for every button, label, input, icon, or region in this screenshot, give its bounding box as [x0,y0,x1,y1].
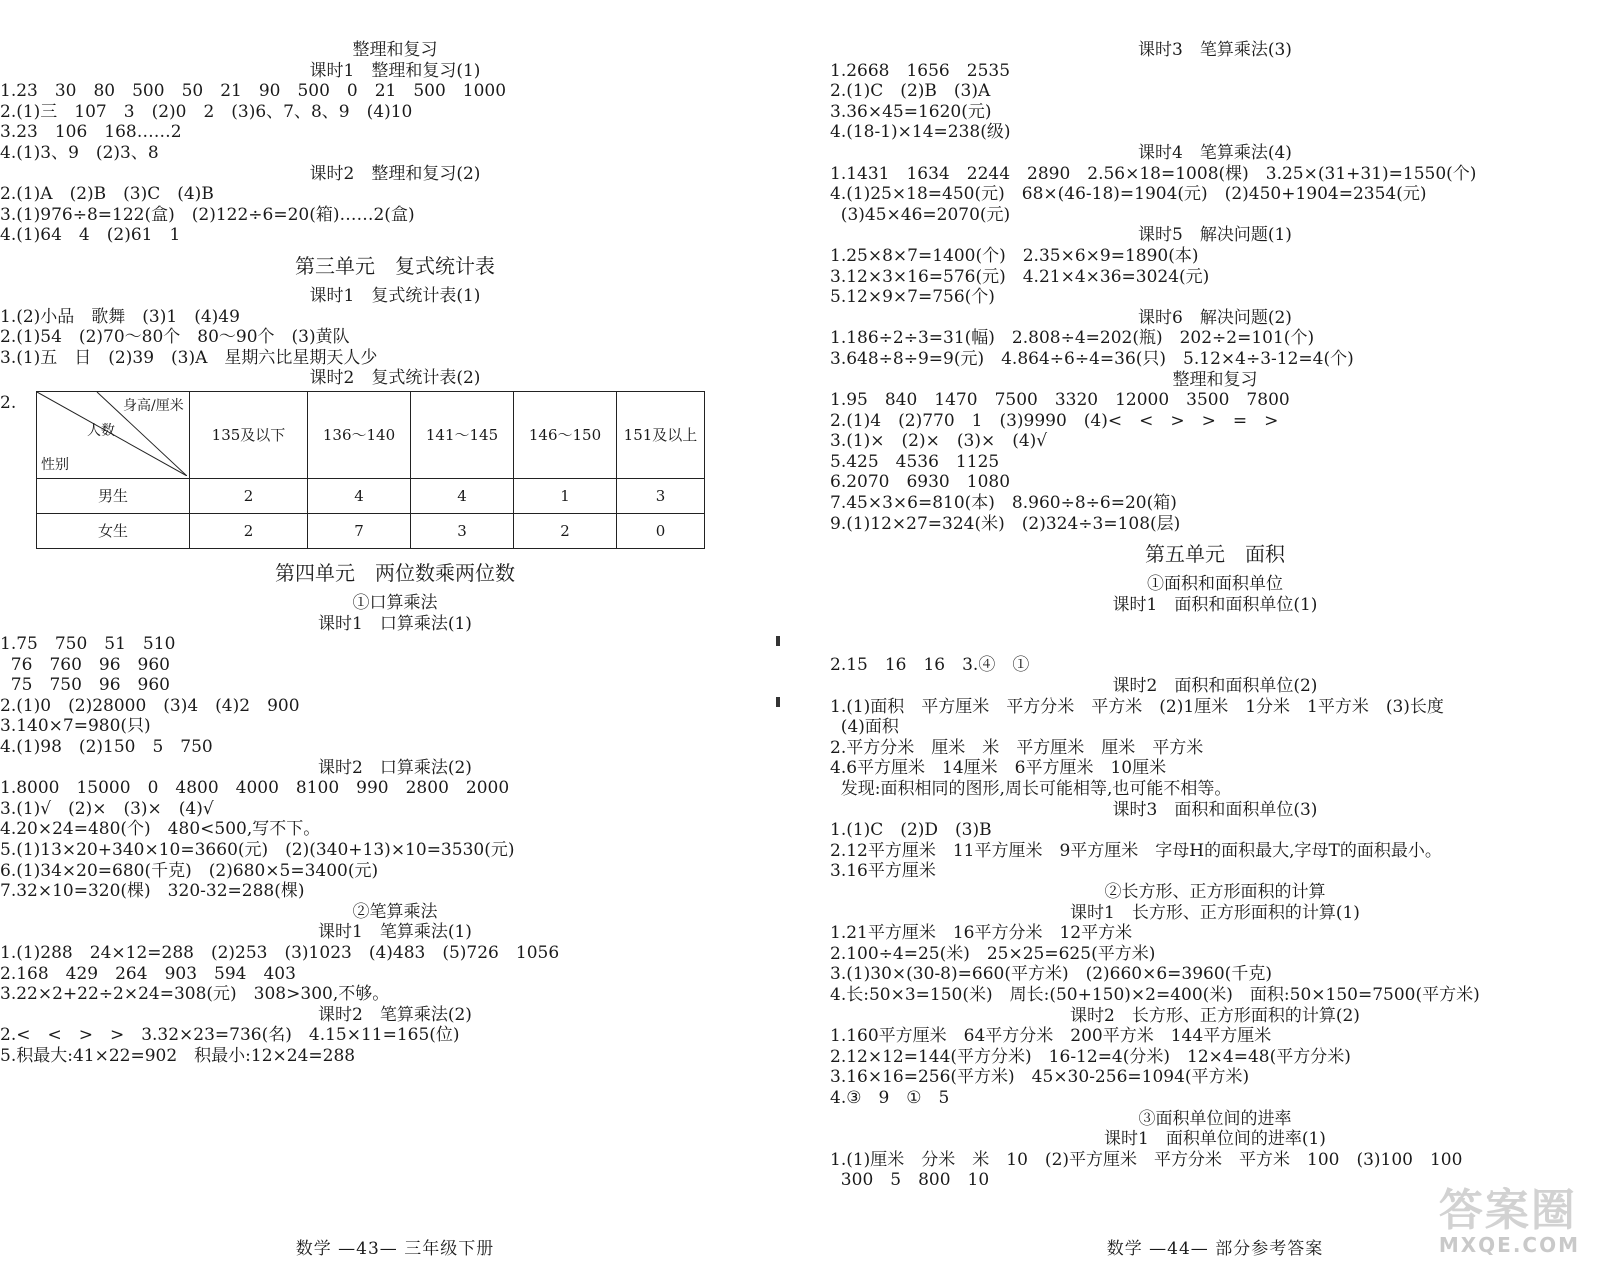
answer-line: 1.8000 15000 0 4800 4000 8100 990 2800 2000 [0,778,510,799]
answer-line: 2.12×12=144(平方分米) 16-12=4(分米) 12×4=48(平方分米) [830,1046,1351,1067]
section-heading: 课时4 笔算乘法(4) [1138,142,1292,163]
table-cell: 3 [617,478,705,513]
answer-line: 6.2070 6930 1080 [830,472,1011,493]
answer-line: (4)面积 [830,717,899,738]
answer-line: 1.75 750 51 510 [0,634,176,655]
answer-line: 2.(1)C (2)B (3)A [830,81,991,102]
left-page [0,0,790,1277]
corner-label: 人数 [87,422,115,439]
answer-line: 1.95 840 1470 7500 3320 12000 3500 7800 [830,390,1290,411]
answer-line: 1.21平方厘米 16平方分米 12平方米 [830,923,1133,944]
section-heading: 整理和复习 [352,40,438,60]
answer-line: 1.186÷2÷3=31(幅) 2.808÷4=202(瓶) 202÷2=101(个) [830,328,1315,349]
section-heading: 课时1 长方形、正方形面积的计算(1) [1070,902,1360,923]
height-stats-table [36,391,705,549]
stats-table-block [0,391,790,549]
answer-line: 1.1431 1634 2244 2890 2.56×18=1008(棵) 3.25×(31+31)=1550(个) [830,163,1477,184]
answer-line: 2.(1)54 (2)70～80个 80～90个 (3)黄队 [0,327,350,348]
corner-label: 身高/厘米 [123,397,184,414]
answer-line: 3.648÷8÷9=9(元) 4.864÷6÷4=36(只) 5.12×4÷3-12=4(个) [830,348,1354,369]
answer-line [830,615,1600,655]
answer-line: 6.(1)34×20=680(千克) (2)680×5=3400(元) [0,860,379,881]
table-row [37,513,705,548]
section-heading: 课时5 解决问题(1) [1138,225,1292,246]
column-header: 151及以上 [617,391,705,478]
table-cell: 0 [617,513,705,548]
answer-line: 3.(1)30×(30-8)=660(平方米) (2)660×6=3960(千克) [830,964,1272,985]
column-header: 146～150 [514,391,617,478]
answer-line: 4.(1)64 4 (2)61 1 [0,225,181,246]
left-answer-column [0,40,790,1067]
answer-line: 2.100÷4=25(米) 25×25=625(平方米) [830,943,1156,964]
section-heading: ③面积单位间的进率 [1138,1108,1292,1129]
answer-line: 4.(1)3、9 (2)3、8 [0,142,159,163]
section-heading: ①面积和面积单位 [1147,574,1283,595]
answer-line: 4.③ 9 ① 5 [830,1087,950,1108]
answer-line: 3.(1)√ (2)× (3)× (4)√ [0,798,214,819]
answer-line: 1.23 30 80 500 50 21 90 500 0 21 500 1000 [0,81,507,102]
section-heading: 课时3 笔算乘法(3) [1138,40,1292,60]
table-cell: 3 [411,513,514,548]
table-corner-header [37,391,190,478]
section-heading: 课时2 复式统计表(2) [309,368,481,389]
unit-title: 第三单元 复式统计表 [295,253,495,278]
answer-line: (3)45×46=2070(元) [830,204,1011,225]
answer-line: 1.(2)小品 歌舞 (3)1 (4)49 [0,306,240,327]
answer-line: 4.20×24=480(个) 480<500,写不下。 [0,819,321,840]
binding-mark-bottom [776,697,780,707]
section-heading: 课时2 长方形、正方形面积的计算(2) [1070,1005,1360,1026]
section-heading: 课时2 整理和复习(2) [309,163,481,184]
answer-line: 3.12×3×16=576(元) 4.21×4×36=3024(元) [830,266,1210,287]
answer-line: 76 760 96 960 [0,654,170,675]
answer-line: 5.积最大:41×22=902 积最小:12×24=288 [0,1045,356,1066]
right-page [830,0,1600,1277]
answer-line: 2.(1)三 107 3 (2)0 2 (3)6、7、8、9 (4)10 [0,101,413,122]
answer-line: 5.(1)13×20+340×10=3660(元) (2)(340+13)×10=3530(元) [0,840,515,861]
answer-line: 1.(1)面积 平方厘米 平方分米 平方米 (2)1厘米 1分米 1平方米 (3)长度 [830,696,1444,717]
table-cell: 2 [190,513,308,548]
answer-line: 7.45×3×6=810(本) 8.960÷8÷6=20(箱) [830,493,1177,514]
section-heading: 课时2 笔算乘法(2) [318,1004,472,1025]
answer-line: 3.(1)× (2)× (3)× (4)√ [830,431,1048,452]
answer-line: 1.2668 1656 2535 [830,60,1011,81]
answer-line: 1.(1)288 24×12=288 (2)253 (3)1023 (4)483 (5)726 1056 [0,943,560,963]
answer-line: 3.36×45=1620(元) [830,101,992,122]
table-cell: 1 [514,478,617,513]
answer-line: 1.(1)厘米 分米 米 10 (2)平方厘米 平方分米 平方米 100 (3)100 100 [830,1149,1463,1170]
column-header: 141～145 [411,391,514,478]
answer-line: 1.(1)C (2)D (3)B [830,820,992,841]
answer-line: 300 5 800 10 [830,1170,990,1191]
answer-line: 2.平方分米 厘米 米 平方厘米 厘米 平方米 [830,737,1204,758]
answer-line: 2.(1)0 (2)28000 (3)4 (4)2 900 [0,695,300,716]
answer-line: 4.6平方厘米 14厘米 6平方厘米 10厘米 [830,758,1167,779]
column-header: 136～140 [308,391,411,478]
answer-line: 3.16×16=256(平方米) 45×30-256=1094(平方米) [830,1067,1250,1088]
section-heading: 课时6 解决问题(2) [1138,307,1292,328]
section-heading: 课时2 口算乘法(2) [318,757,472,778]
answer-line: 1.25×8×7=1400(个) 2.35×6×9=1890(本) [830,245,1199,266]
answer-line: 5.12×9×7=756(个) [830,287,995,308]
answer-line: 2.12平方厘米 11平方厘米 9平方厘米 字母H的面积最大,字母T的面积最小。 [830,840,1442,861]
answer-line: 3.(1)五 日 (2)39 (3)A 星期六比星期天人少 [0,347,378,368]
section-heading: 课时3 面积和面积单位(3) [1112,799,1318,820]
answer-line: 2.< < > > 3.32×23=736(名) 4.15×11=165(位) [0,1025,460,1046]
section-heading: 课时1 复式统计表(1) [309,285,481,306]
binding-mark-top [776,636,780,646]
table-row [37,478,705,513]
unit-title: 第五单元 面积 [1145,542,1285,567]
table-cell: 2 [514,513,617,548]
right-answer-column [830,40,1600,1191]
section-heading: 课时1 笔算乘法(1) [318,922,472,943]
section-heading: ①口算乘法 [352,592,438,613]
left-page-footer: 数学 —43— 三年级下册 [295,1239,495,1259]
row-label: 男生 [37,478,190,513]
corner-label: 性别 [41,456,69,473]
answer-line: 3.140×7=980(只) [0,716,151,737]
watermark [1438,1185,1580,1257]
section-heading: 课时1 面积单位间的进率(1) [1104,1129,1326,1150]
answer-line: 4.(1)25×18=450(元) 68×(46-18)=1904(元) (2)450+1904=2354(元) [830,184,1427,205]
answer-line: 4.长:50×3=150(米) 周长:(50+150)×2=400(米) 面积:50×150=7500(平方米) [830,984,1480,1005]
section-heading: 整理和复习 [1172,369,1258,390]
unit-title: 第四单元 两位数乘两位数 [275,560,515,585]
answer-line: 7.32×10=320(棵) 320-32=288(棵) [0,881,305,902]
table-cell: 4 [411,478,514,513]
section-heading: ②长方形、正方形面积的计算 [1104,881,1326,902]
answer-line: 发现:面积相同的图形,周长可能相等,也可能不相等。 [830,779,1232,799]
watermark-url: MXQE.COM [1438,1233,1580,1257]
answer-line: 5.425 4536 1125 [830,451,1000,472]
answer-line: 4.(18-1)×14=238(级) [830,122,1011,143]
answer-line: 75 750 96 960 [0,675,170,696]
answer-line: 1.160平方厘米 64平方分米 200平方米 144平方厘米 [830,1026,1272,1047]
answer-line: 9.(1)12×27=324(米) (2)324÷3=108(层) [830,513,1181,534]
section-heading: 课时1 整理和复习(1) [309,60,481,81]
answer-line: 4.(1)98 (2)150 5 750 [0,737,213,758]
watermark-logo: 答案圈 [1438,1185,1577,1236]
section-heading: ②笔算乘法 [352,901,438,922]
column-header: 135及以下 [190,391,308,478]
section-heading: 课时2 面积和面积单位(2) [1112,676,1318,697]
answer-line: 2.15 16 16 3.④ ① [830,655,1030,676]
answer-line: 2.(1)4 (2)770 1 (3)9990 (4)< < > > = > [830,410,1279,431]
answer-line: 3.(1)976÷8=122(盒) (2)122÷6=20(箱)……2(盒) [0,204,415,225]
section-heading: 课时1 面积和面积单位(1) [1112,594,1318,615]
section-heading: 课时1 口算乘法(1) [318,613,472,634]
table-cell: 2 [190,478,308,513]
answer-line: 2.168 429 264 903 594 403 [0,963,296,984]
right-page-footer: 数学 —44— 部分参考答案 [1106,1239,1324,1259]
table-cell: 4 [308,478,411,513]
row-label: 女生 [37,513,190,548]
answer-line: 3.23 106 168……2 [0,122,182,143]
answer-line: 2.(1)A (2)B (3)C (4)B [0,184,214,205]
answer-line: 3.16平方厘米 [830,861,936,882]
question-number: 2. [0,392,17,413]
answer-line: 3.22×2+22÷2×24=308(元) 308>300,不够。 [0,984,390,1005]
table-cell: 7 [308,513,411,548]
